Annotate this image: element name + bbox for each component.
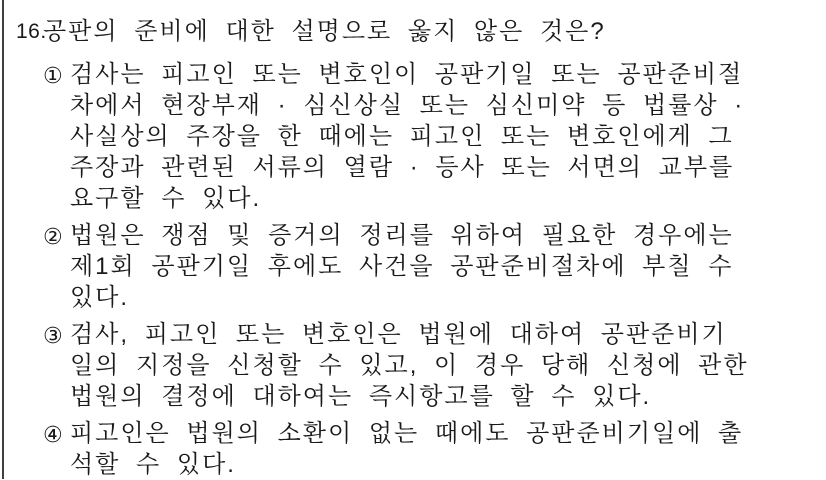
option-2 <box>16 220 826 313</box>
option-line: 사실상의 주장을 한 때에는 피고인 또는 변호인에게 그 <box>70 123 734 150</box>
option-line: 요구할 수 있다. <box>70 185 262 212</box>
option-line: 있다. <box>70 284 130 311</box>
option-4-marker: ④ <box>43 422 63 447</box>
option-3-text <box>70 319 826 412</box>
option-1 <box>16 59 826 214</box>
question-number: 16. <box>16 20 47 43</box>
option-line: 피고인은 법원의 소환이 없는 때에도 공판준비기일에 출 <box>70 420 744 447</box>
page-left-rule <box>2 0 4 479</box>
option-line: 법원의 결정에 대하여는 즉시항고를 할 수 있다. <box>70 383 652 410</box>
question-title: 공판의 준비에 대한 설명으로 옳지 않은 것은? <box>43 18 606 45</box>
option-4 <box>16 418 826 480</box>
option-line: 검사, 피고인 또는 변호인은 법원에 대하여 공판준비기 <box>70 321 727 348</box>
option-line: 석할 수 있다. <box>70 451 236 478</box>
option-line: 제1회 공판기일 후에도 사건을 공판준비절차에 부칠 수 <box>70 253 734 280</box>
option-1-text <box>70 59 826 214</box>
option-3-marker: ③ <box>43 323 63 348</box>
option-line: 차에서 현장부재 · 심신상실 또는 심신미약 등 법률상 · <box>70 92 745 119</box>
option-4-text <box>70 418 826 480</box>
option-2-text <box>70 220 826 313</box>
question-title-row <box>16 16 826 47</box>
option-line: 일의 지정을 신청할 수 있고, 이 경우 당해 신청에 관한 <box>70 352 749 379</box>
option-2-marker: ② <box>43 224 63 249</box>
option-1-marker: ① <box>43 63 63 88</box>
option-3 <box>16 319 826 412</box>
option-line: 주장과 관련된 서류의 열람 · 등사 또는 서면의 교부를 <box>70 154 735 181</box>
option-line: 법원은 쟁점 및 증거의 정리를 위하여 필요한 경우에는 <box>70 222 734 249</box>
option-line: 검사는 피고인 또는 변호인이 공판기일 또는 공판준비절 <box>70 61 744 88</box>
